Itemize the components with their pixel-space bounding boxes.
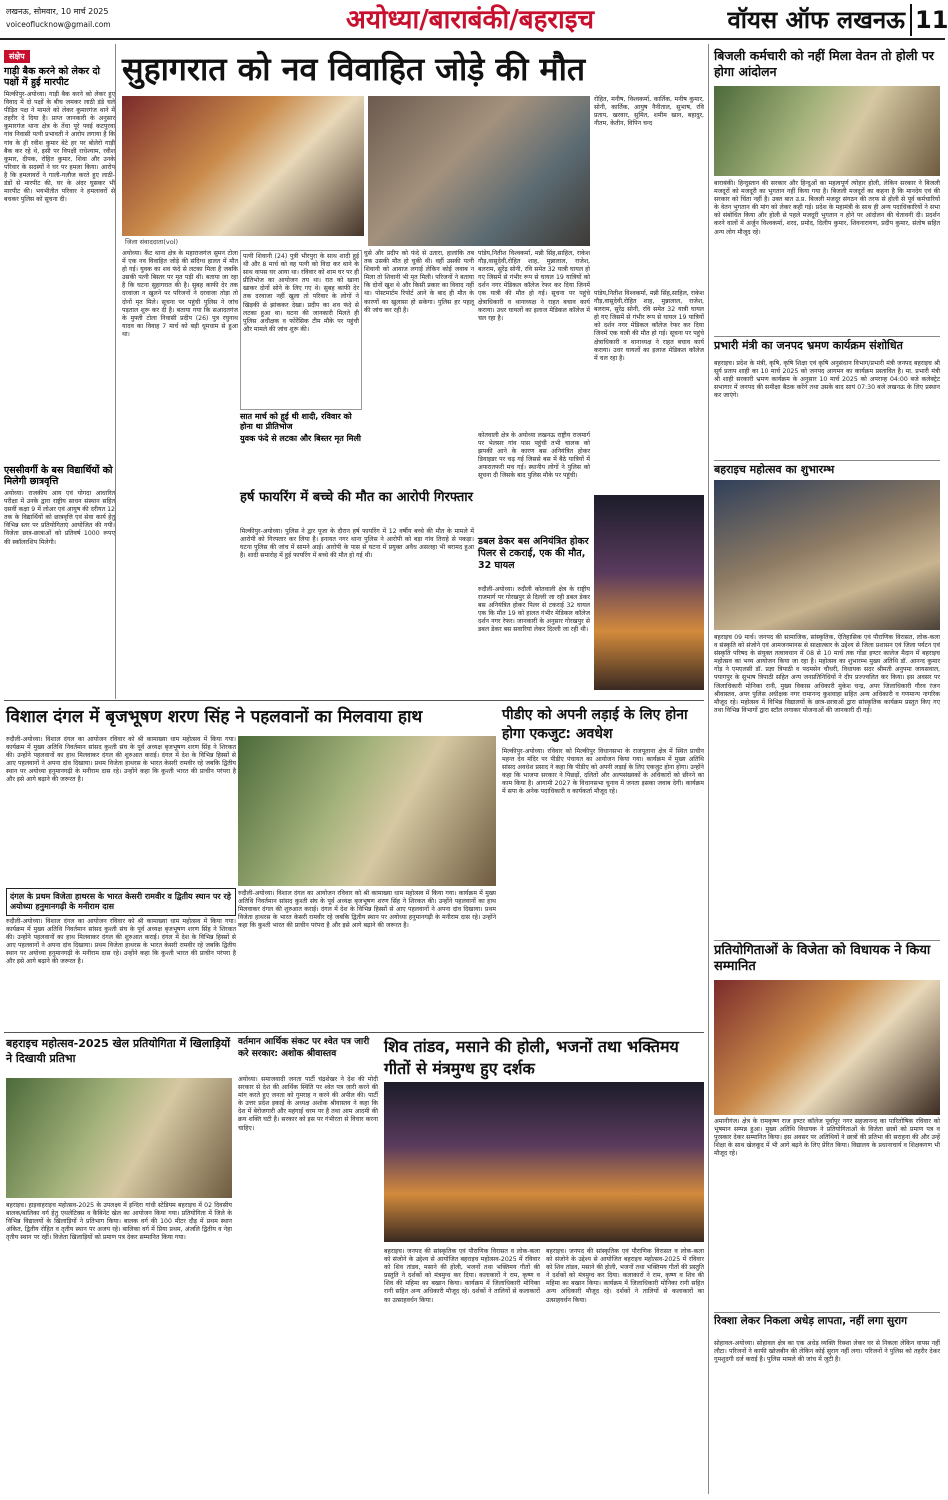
lead-subhead-marriage (240, 412, 362, 444)
right-column-rule (708, 44, 709, 1494)
shiv-photo (384, 1082, 704, 1242)
rickshaw-body: सोहावल-अयोध्या। सोहावल क्षेत्र का एक अधेड़ व्यक्ति रिक्शा लेकर घर से निकला लेकिन वापस नहीं लौटा। परिजनों ने काफी खोजबीन की लेकिन कोई सुराग नहीं लगा। परिजनों ने पुलिस को तहरीर देकर गुमशुदगी दर्ज कराई है। पुलिस मामले की जांच में जुटी है। (714, 1340, 940, 1364)
brief2-headline: एससीवर्गी के बस विद्यार्थियों को मिलेगी छात्रवृत्ति (4, 465, 113, 487)
brief2-body: अयोध्या। राजकीय आय एवं योगदा आधारित परीक्षा में उनके द्वारा राष्ट्रीय साधन संस्थान सहित दसवीं कक्षा 9 में लोअर एवं आयुष की दरीयत 12 तक के विद्यार्थियों को छात्रवृत्ति एवं सेवा कार्य हेतु विभिन्न स्तर पर प्रतियोगिताएं आयोजित की गयी। विजेता छात्र-छात्राओं को प्रतिवर्ष 1000 रूपए की स्कॉलरशिप मिलेगी। (4, 490, 115, 546)
economy-headline: वर्तमान आर्थिक संकट पर श्वेत पत्र जारी करे सरकार: अशोक श्रीवास्तव (238, 1037, 370, 1059)
section-title: अयोध्या/बाराबंकी/बहराइच (345, 5, 595, 35)
khel-photo (6, 1078, 232, 1198)
lead-photo-caption: जिला संवाददाता(vol) (122, 236, 364, 247)
lead-photo-couple (122, 96, 364, 246)
dangal-photo (238, 736, 496, 886)
festival-headline: बहराइच महोत्सव का शुभारम्भ (714, 460, 940, 477)
dangal-body-3: रुदौली-अयोध्या। विशाल दंगल का आयोजन रविवार को श्री कामाख्या धाम महोत्सव में किया गया। कार्यक्रम में मुख्य अतिथि निवर्तमान सांसद कुश्ती संघ के पूर्व अध्यक्ष बृजभूषण शरण सिंह ने शिरकत की। उन्होंने पहलवानों का हाथ मिलवाकर दंगल की शुरुआत कराई। दंगल में देश के विभिन्न हिस्सों से आए पहलवानों ने अपना दांव दिखाया। प्रथम विजेता हाथरस के भारत केसरी रामवीर रहे जबकि द्वितीय स्थान पर अयोध्या हनुमानगढ़ी के मनीराम दास रहे। उन्होंने कहा कि कुश्ती भारत की प्राचीन परंपरा है और इसे आगे बढ़ाने की जरूरत है। (238, 890, 496, 930)
lead-subheadline2: युवक फंदे से लटका और बिस्तर मृत मिली (240, 434, 361, 443)
contact-email: voiceoflucknow@gmail.com (6, 20, 111, 29)
lead-body-mid: पत्नी शिवानी (24) पुत्री भीरपुरा के साथ शादी हुई थी और 8 मार्च को वह पत्नी को विदा कर थाने के साथ वापस घर आया था। रविवार को शाम घर पर ही प्रीतिभोज का आयोजन तय था। रात को खाना खाकर दोनों सोने के लिए गए थे। सुबह काफी देर तक दरवाजा नहीं खुला तो परिवार के लोगों ने खिड़की से झांककर देखा। प्रदीप का शव फंदे से लटका हुआ था। घटना की जानकारी मिलते ही पुलिस अधीक्षक व फोरेंसिक टीम मौके पर पहुंची और मामले की जांच शुरू की। (243, 253, 359, 333)
bus-headline: डबल डेकर बस अनियंत्रित होकर पिलर से टकराई, एक की मौत, 32 घायल (478, 536, 589, 571)
middle-rule (4, 700, 704, 701)
paper-name: वॉयस ऑफ लखनऊ (727, 6, 905, 34)
firing-body: मिल्कीपुर-अयोध्या। पुलिस ने द्वार पूजा के दौरान हर्ष फायरिंग में 12 वर्षीय बच्चे की मौत के मामले में आरोपी को गिरफ्तार कर लिया है। इनायत नगर थाना पुलिस ने आरोपी को बड़ा गांव तिराहे से पकड़ा। घटना पुलिस की जांच में सामने आई। आरोपी के पास से घटना में प्रयुक्त अवैध असलहा भी बरामद हुआ है। शादी समारोह में हुई फायरिंग में बच्चे की मौत हो गई थी। (240, 528, 474, 560)
lead-subheadline: सात मार्च को हुई थी शादी, रविवार को होना था प्रीतिभोज (240, 412, 352, 431)
bus-accident-photo (594, 495, 704, 690)
electric-photo (714, 86, 940, 176)
shiv-body: बहराइच। जनपद की सांस्कृतिक एवं पौराणिक विरासत व लोक-कला को संजोने के उद्देश्य से आयोजित बहराइच महोत्सव-2025 में रविवार को शिव तांडव, मसाने की होली, भजनों तथा भक्तिमय गीतों की प्रस्तुति ने दर्शकों को मंत्रमुग्ध कर दिया। कलाकारों ने राम, कृष्ण व शिव की महिमा का बखान किया। कार्यक्रम में जिलाधिकारी मोनिका रानी सहित अन्य अधिकारी मौजूद रहे। दर्शकों ने तालियों से कलाकारों का उत्साहवर्धन किया। (384, 1248, 540, 1304)
issue-date: लखनऊ, सोमवार, 10 मार्च 2025 (6, 7, 109, 16)
dangal-subheadline: दंगल के प्रथम विजेता हाथरस के भारत केसरी रामवीर व द्वितीय स्थान पर रहे अयोध्या हनुमानगढ़ी के मनीराम दास (10, 892, 231, 911)
masthead (0, 0, 948, 40)
bus-victims-list: रोहित, मनीष, विश्वकर्मा, कार्तिक, मनीष कुमार, सोनी, कार्तिक, आयुष नैनीताल, सुभाष, रवि प्रताप, खरवार, सुमित, शमीम खान, बहादुर, नीतम, केतीन, विपिन चन्द (594, 96, 704, 128)
dangal-headline: विशाल दंगल में बृजभूषण शरण सिंह ने पहलवानों का मिलवाया हाथ (6, 707, 423, 727)
shiv-body-2: बहराइच। जनपद की सांस्कृतिक एवं पौराणिक विरासत व लोक-कला को संजोने के उद्देश्य से आयोजित बहराइच महोत्सव-2025 में रविवार को शिव तांडव, मसाने की होली, भजनों तथा भक्तिमय गीतों की प्रस्तुति ने दर्शकों को मंत्रमुग्ध कर दिया। कलाकारों ने राम, कृष्ण व शिव की महिमा का बखान किया। कार्यक्रम में जिलाधिकारी मोनिका रानी सहित अन्य अधिकारी मौजूद रहे। दर्शकों ने तालियों से कलाकारों का उत्साहवर्धन किया। (546, 1248, 704, 1304)
dangal-body-2: रुदौली-अयोध्या। विशाल दंगल का आयोजन रविवार को श्री कामाख्या धाम महोत्सव में किया गया। कार्यक्रम में मुख्य अतिथि निवर्तमान सांसद कुश्ती संघ के पूर्व अध्यक्ष बृजभूषण शरण सिंह ने शिरकत की। उन्होंने पहलवानों का हाथ मिलवाकर दंगल की शुरुआत कराई। दंगल में देश के विभिन्न हिस्सों से आए पहलवानों ने अपना दांव दिखाया। प्रथम विजेता हाथरस के भारत केसरी रामवीर रहे जबकि द्वितीय स्थान पर अयोध्या हनुमानगढ़ी के मनीराम दास रहे। उन्होंने कहा कि कुश्ती भारत की प्राचीन परंपरा है और इसे आगे बढ़ाने की जरूरत है। (6, 918, 236, 966)
khel-body: बहराइच। हाइवाहराइच महोत्सव-2025 के उपलक्ष्य में इन्दिरा गांधी स्टेडियम बहराइच में 02 दिवसीय बालक/बालिका वर्ग हेतु एथलेटिक्स व कैबिनेट खेल का आयोजन किया गया। प्रतियोगिता में जिले के विभिन्न विद्यालयों के खिलाड़ियों ने प्रतिभाग किया। बालक वर्ग की 100 मीटर दौड़ में प्रथम स्थान अंकित, द्वितीय रोहित व तृतीय स्थान पर अजय रहे। बालिका वर्ग में प्रिया प्रथम, अंजलि द्वितीय व नेहा तृतीय स्थान पर रहीं। विजेता खिलाड़ियों को प्रमाण पत्र देकर सम्मानित किया गया। (6, 1202, 232, 1242)
pda-body: मिल्कीपुर-अयोध्या। रविवार को मिल्कीपुर विधानसभा के राजपूताना क्षेत्र में स्थित प्राचीन महन्त देव मंदिर पर पीडीए पंचायत का आयोजन किया गया। कार्यक्रम में मुख्य अतिथि सांसद अवधेश प्रसाद ने कहा कि पीडीए को अपनी लड़ाई के लिए एकजुट होना होगा। उन्होंने कहा कि भाजपा सरकार ने पिछड़ों, दलितों और अल्पसंख्यकों के अधिकारों को छीनने का काम किया है। आगामी 2027 के विधानसभा चुनाव में जनता इसका जवाब देगी। कार्यक्रम में सपा के अनेक पदाधिकारी व कार्यकर्ता मौजूद रहे। (502, 748, 704, 796)
bus-body: रुदौली-अयोध्या। रुदौली कोतवाली क्षेत्र के राष्ट्रीय राजमार्ग पर गोरखपुर से दिल्ली जा रही डबल डेकर बस अनियंत्रित होकर पिलर से टकराई 32 घायल एक कि मौत 19 को हालत गंभीर मेडिकल कॉलेज दर्शन नगर रेफर। जानकारी के अनुसार गोरखपुर से डबल डेकर बस सवारियां लेकर दिल्ली जा रही थी। (478, 586, 590, 634)
brief1-headline: गाड़ी बैक करने को लेकर दो पक्षों में हुई मारपीट (4, 66, 100, 88)
briefs-column (4, 44, 116, 699)
electric-body: बाराबंकी। हिन्दुस्तान की सरकार और हिन्दुओं का महत्वपूर्ण त्योहार होली, लेकिन सरकार ने बिजली मजदूरों को मजदूरी का भुगतान नहीं किया गया है। बिजली मजदूरों का कहना है कि मानदेय एवं की सरकार को चिंता नहीं है। उक्त बात उ.प्र. बिजली मजदूर संगठन की तरफ से होली से पूर्व कर्मचारियों के वेतन भुगतान की मांग को लेकर कही गई। प्रदेश के महामंत्री के साथ ही अन्य पदाधिकारियों ने सभा को संबोधित किया और होली से पहले मजदूरी भुगतान न होने पर आंदोलन की चेतावनी दी। प्रदर्शन करने वालों में अर्जुन विश्वकर्मा, शरद, प्रमोद, दिलीप कुमार, शिवनारायण, प्रदीप कुमार, संतोष सहित अन्य लोग मौजूद रहे। (714, 180, 940, 236)
festival-photo (714, 480, 940, 630)
shiv-headline: शिव तांडव, मसाने की होली, भजनों तथा भक्तिमय गीतों से मंत्रमुग्ध हुए दर्शक (384, 1037, 679, 1078)
minister-headline: प्रभारी मंत्री का जनपद भ्रमण कार्यक्रम संशोधित (714, 336, 940, 353)
pda-headline: पीडीए को अपनी लड़ाई के लिए होना होगा एकजुट: अवधेश (502, 707, 688, 742)
khel-headline: बहराइच महोत्सव-2025 खेल प्रतियोगिता में खिलाड़ियों ने दिखायी प्रतिभा (6, 1037, 231, 1065)
lead-headline: सुहागरात को नव विवाहित जोड़े की मौत (122, 50, 586, 88)
page-number: 11 (910, 4, 942, 36)
lead-subhead-box (240, 250, 362, 410)
electric-headline: बिजली कर्मचारी को नहीं मिला वेतन तो होली पर होगा आंदोलन (714, 48, 935, 79)
police-body-top: पांडेय,नितीश विश्वकर्मा, मन्नी सिंह,साहिल, राकेश गौड़,वासुदेवी,रोहित शाह, मुन्नालाल, राजेश, बलराम, सुरेंद्र सोनी, रवि समेत 32 यात्री घायल हो गए जिसमें से गंभीर रूप से घायल 19 यात्रियों को दर्शन नगर मेडिकल कॉलेज रेफर कर दिया जिनमें एक यात्री की मौत हो गई। सूचना पर पहुंचे क्षेत्राधिकारी व थानाध्यक्ष ने राहत बचाव कार्य कराया। उधर घायलों का इलाज मेडिकल कॉलेज में चल रहा है। (478, 250, 590, 322)
police-body-bottom: कोतवाली क्षेत्र के अयोध्या लखनऊ राष्ट्रीय राजमार्ग पर भेलसर गांव पास पहुंची तभी चालक को झपकी आने के कारण बस अनियंत्रित होकर डिवाइडर पर चढ़ गई जिससे बस में बैठे यात्रियों में अफरातफरी मच गई। स्थानीय लोगों ने पुलिस को सूचना दी जिसके बाद पुलिस मौके पर पहुंची। (478, 432, 590, 480)
lead-body-right: घुसे और प्रदीप को फंदे से उतारा, हालांकि तब तक उसकी मौत हो चुकी थी। वहीं उसकी पत्नी शिवानी को आवाज लगाई लेकिन कोई जवाब न मिला तो शिवानी भी मृत मिली। परिजनों ने बताया कि दोनों खुश थे और किसी प्रकार का विवाद नहीं था। पोस्टमार्टम रिपोर्ट आने के बाद ही मौत के कारणों का खुलासा हो सकेगा। पुलिस हर पहलू की जांच कर रही है। (364, 250, 474, 314)
lead-body-left: अयोध्या। कैंट थाना क्षेत्र के महाराजगंज सुमन टोला में एक नव विवाहित जोड़े की संदिग्ध हालत में मौत हो गई। युवक का शव फंदे से लटका मिला है जबकि उसकी पत्नी बिस्तर पर मृत पड़ी थी। बताया जा रहा है कि घटना सुहागरात की है। सुबह काफी देर तक दरवाजा न खुलने पर परिजनों ने दरवाजा तोड़ा तो दोनों मृत मिले। सूचना पर पहुंची पुलिस ने जांच पड़ताल शुरू कर दी है। बताया गया कि सआदतगंज के मुफ्ती टोला निवासी प्रदीप (26) पुत्र रघुनाथ यादव का विवाह 7 मार्च को बड़ी धूमधाम से हुआ था। (122, 250, 238, 338)
bus-body-extra: पांडेय,नितीश विश्वकर्मा, मन्नी सिंह,साहिल, राकेश गौड़,वासुदेवी,रोहित शाह, मुन्नालाल, राजेश, बलराम, सुरेंद्र सोनी, रवि समेत 32 यात्री घायल हो गए जिसमें से गंभीर रूप से घायल 19 यात्रियों को दर्शन नगर मेडिकल कॉलेज रेफर कर दिया जिनमें एक यात्री की मौत हो गई। सूचना पर पहुंचे क्षेत्राधिकारी व थानाध्यक्ष ने राहत बचाव कार्य कराया। उधर घायलों का इलाज मेडिकल कॉलेज में चल रहा है। (594, 290, 704, 362)
economy-body: अयोध्या। समाजवादी जनता पार्टी चंद्रशेखर ने देश की मोदी सरकार से देश की आर्थिक स्थिति पर श्वेत पत्र जारी करने की मांग करते हुए जनता को गुमराह न करने की अपील की। पार्टी के उत्तर प्रदेश इकाई के अध्यक्ष अशोक श्रीवास्तव ने कहा कि देश में बेरोजगारी और महंगाई चरम पर है तथा आम आदमी की क्रय शक्ति घटी है। सरकार को इस पर गंभीरता से विचार करना चाहिए। (238, 1076, 378, 1132)
competition-photo (714, 980, 940, 1115)
dangal-subhead-box (6, 888, 236, 916)
briefs-label: संक्षेप (4, 50, 30, 63)
firing-headline: हर्ष फायरिंग में बच्चे की मौत का आरोपी गिरफ्तार (240, 490, 473, 505)
competition-body: अमानीगंज। क्षेत्र के रामकृष्ण राज इण्टर कॉलेज पूर्वापुर नगर सहजानन्द का पारितोषिक रविवार को भूषमान सम्पन्न हुआ। मुख्य अतिथि विधायक ने प्रतियोगिताओं के विजेता छात्रों को प्रमाण पत्र व पुरस्कार देकर सम्मानित किया। इस अवसर पर अतिथियों ने छात्रों की प्रतिभा की सराहना की और उन्हें शिक्षा के साथ खेलकूद में भी आगे बढ़ने के लिए प्रेरित किया। विद्यालय के प्रधानाचार्य व शिक्षकगण भी मौजूद रहे। (714, 1118, 940, 1158)
lead-photo-police (368, 96, 590, 246)
minister-body: बहराइच। प्रदेश के मंत्री, कृषि, कृषि शिक्षा एवं कृषि अनुसंधान विभाग/प्रभारी मंत्री जनपद बहराइच श्री सूर्य प्रताप शाही का 10 मार्च 2025 को जनपद आगमन का कार्यक्रम प्रस्तावित है। मा. प्रभारी मंत्री श्री शाही सरकारी भ्रमण कार्यक्रम के अनुसार 10 मार्च 2025 को अपरान्ह 04:00 बजे कलेक्ट्रेट सभागार में जनपद की समीक्षा बैठक करेंगे तथा उसके बाद सायं 07:30 बजे लखनऊ के लिए प्रस्थान कर जाएंगे। (714, 360, 940, 400)
dangal-body: रुदौली-अयोध्या। विशाल दंगल का आयोजन रविवार को श्री कामाख्या धाम महोत्सव में किया गया। कार्यक्रम में मुख्य अतिथि निवर्तमान सांसद कुश्ती संघ के पूर्व अध्यक्ष बृजभूषण शरण सिंह ने शिरकत की। उन्होंने पहलवानों का हाथ मिलवाकर दंगल की शुरुआत कराई। दंगल में देश के विभिन्न हिस्सों से आए पहलवानों ने अपना दांव दिखाया। प्रथम विजेता हाथरस के भारत केसरी रामवीर रहे जबकि द्वितीय स्थान पर अयोध्या हनुमानगढ़ी के मनीराम दास रहे। उन्होंने कहा कि कुश्ती भारत की प्राचीन परंपरा है और इसे आगे बढ़ाने की जरूरत है। (6, 736, 236, 784)
brief1-body: मिल्कीपुर-अयोध्या। गाड़ी बैक करने को लेकर हुए विवाद में दो पक्षों के बीच जमकर लाठी डंडे चले पीड़ित पक्ष ने मामले को लेकर कुमारगंज थाने में तहरीर दे दिया है। प्राप्त जानकारी के अनुसार कुमारगंज थाना क्षेत्र के तेंधा पूरे पवई कटपुरवा गांव निवासी पत्नी प्रभावती ने आरोप लगाया है कि गांव के ही रवीश कुमार बेटे हर पर बोलेरो गाड़ी बैक कर रहे थे, इसी पर विपक्षी राधेश्याम, रवीश कुमार, दीपक, रोहित कुमार, शिवा और उनके परिवार के सदस्यों ने घर पर हमला किया। आरोप है कि हमलावरों ने गाली-गलौज करते हुए लाठी-डंडों से मारपीट की, घर के अंदर घुसकर भी मारपीट की। भयभीतीत परिवार ने हमलावरों से बचकर पुलिस को सूचना दी। (4, 91, 115, 204)
festival-body: बहराइच 09 मार्च। जनपद की सामाजिक, सांस्कृतिक, ऐतिहासिक एवं पौराणिक विरासत, लोक-कला व संस्कृति को संजोने एवं आमजनमानस से साक्षात्कार के उद्देश्य से जिला प्रशासन एवं जिला पर्यटन एवं संस्कृति परिषद के संयुक्त तत्वावधान में 08 से 10 मार्च तक गोंडा इण्टर कालेज मैदान में बहराइच महोत्सव का भव्य आयोजन किया जा रहा है। महोत्सव का शुभारम्भ मुख्य अतिथि डॉ. आनन्द कुमार गोंड़ ने एमएलसी डॉ. प्रज्ञा त्रिपाठी व पदमसेन चौधरी, विधायक सदर श्रीमती अनुपमा जायसवाल, पयागपुर के सुभाष त्रिपाठी सहित अन्य जनप्रतिनिधियों ने दीप प्रज्ज्वलित कर किया। इस अवसर पर जिलाधिकारी मोनिका रानी, मुख्य विकास अधिकारी मुकेश चन्द्र, अपर जिलाधिकारी गौरव रंजन श्रीवास्तव, अपर पुलिस अधीक्षक नगर रामानन्द कुशवाहा सहित अन्य अधिकारी व गणमान्य नागरिक मौजूद रहे। महोत्सव में विभिन्न विद्यालयों के छात्र-छात्राओं द्वारा सांस्कृतिक कार्यक्रम प्रस्तुत किए गए तथा विभिन्न विभागों द्वारा स्टॉल लगाकर योजनाओं की जानकारी दी गई। (714, 634, 940, 714)
competition-headline: प्रतियोगिताओं के विजेता को विधायक ने किया सम्मानित (714, 940, 940, 975)
rickshaw-headline: रिक्शा लेकर निकला अधेड़ लापता, नहीं लगा सुराग (714, 1312, 940, 1328)
lower-rule (4, 1032, 704, 1033)
